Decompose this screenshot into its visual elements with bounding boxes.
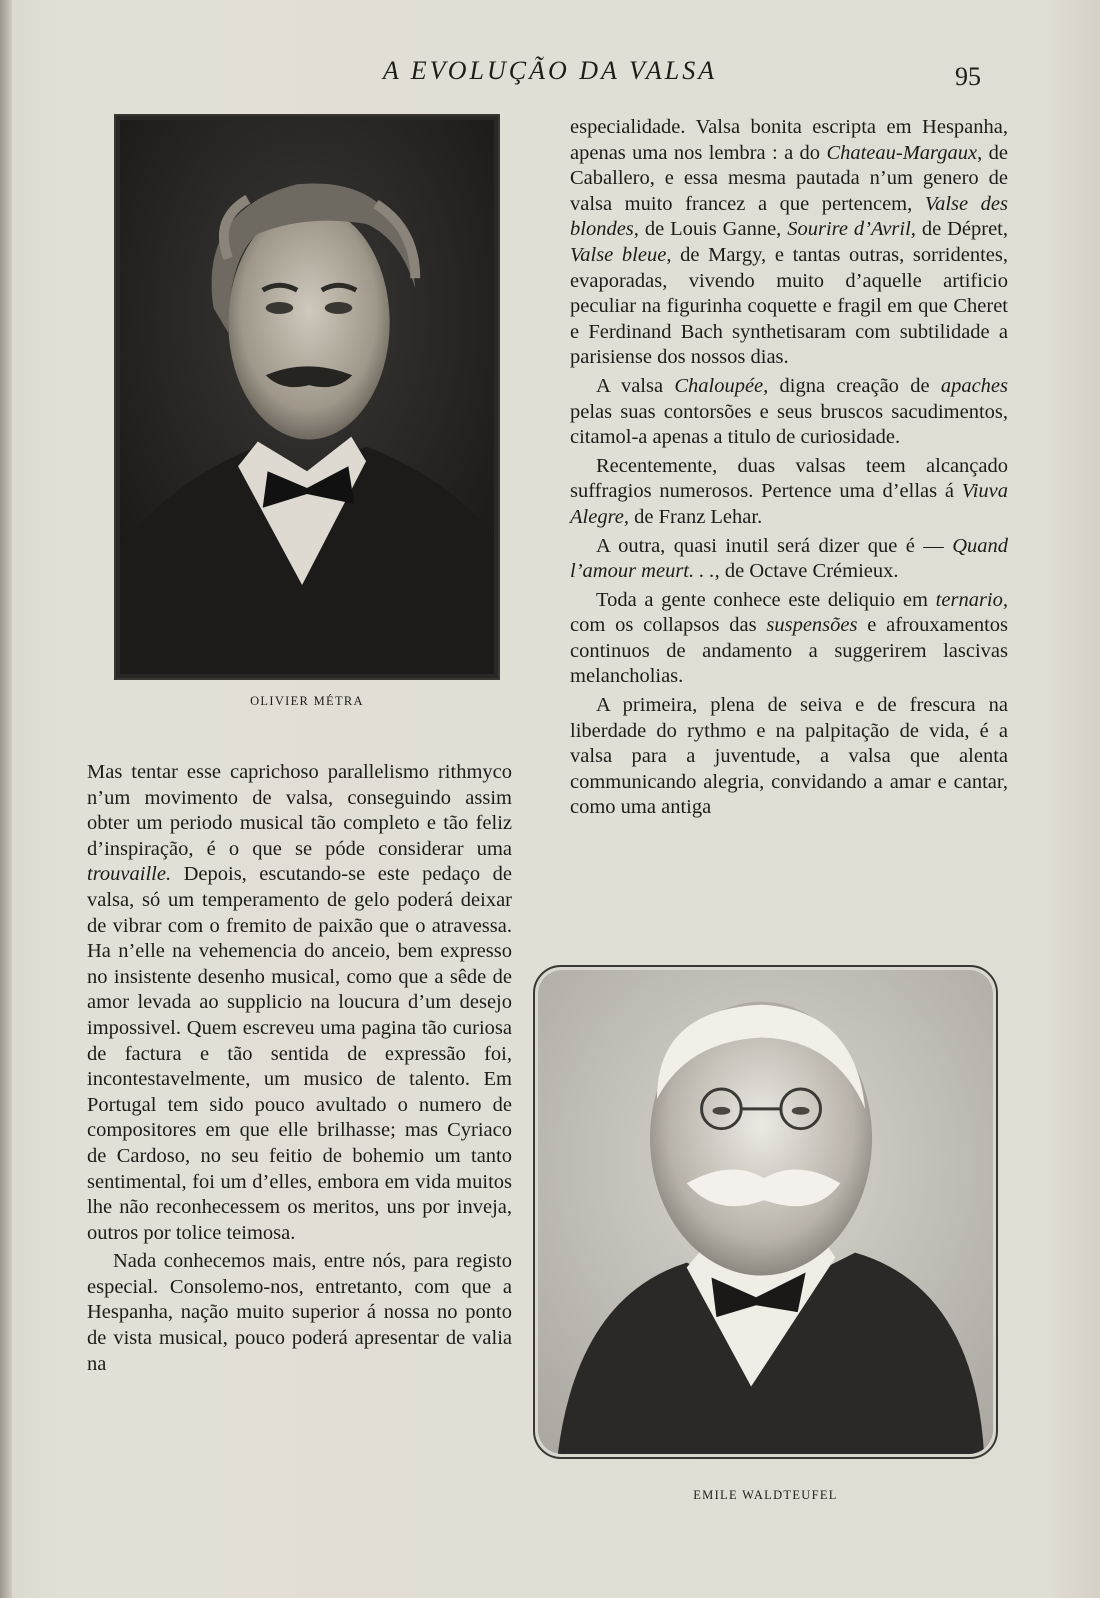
paragraph xyxy=(570,588,1008,690)
paragraph xyxy=(570,115,1008,371)
italic-text-segment: Chaloupée, xyxy=(674,374,769,397)
text-segment: Mas tentar esse caprichoso parallelismo rithmyco n’um movimento de valsa, conseguindo assim obter um periodo musical tão completo e tão feliz d’inspiração, é o que se póde considerar uma xyxy=(87,761,512,860)
text-segment: digna creação de xyxy=(768,374,941,397)
running-title: A EVOLUÇÃO DA VALSA xyxy=(382,56,718,85)
left-column-text xyxy=(87,760,512,1377)
italic-text-segment: Viuva Alegre, xyxy=(570,480,1008,528)
text-segment: de Louis Ganne, xyxy=(638,218,788,241)
paragraph xyxy=(87,760,512,1246)
text-segment: A valsa xyxy=(596,374,675,397)
text-segment: de Margy, e tantas outras, sorridentes, evaporadas, vivendo muito d’aquelle artificio peculiar na figurinha coquette e fragil em que Cheret e Ferdinand Bach synthetisaram com subtilidade a parisiense dos nossos dias. xyxy=(570,243,1009,369)
italic-text-segment: suspensões xyxy=(766,614,858,637)
paragraph xyxy=(570,693,1008,821)
text-segment: especialidade. Valsa bonita escripta em Hespanha, apenas uma nos lembra : a do xyxy=(570,116,1008,164)
text-segment: de Caballero, e essa mesma pautada n’um genero de valsa muito francez a que pertencem, xyxy=(570,141,1008,215)
italic-text-segment: Sourire d’Avril, xyxy=(787,218,916,241)
text-segment: , de Octave Crémieux. xyxy=(714,560,899,583)
italic-text-segment: Quand l’amour meurt. . . xyxy=(570,534,1008,583)
caption-emile-waldteufel: EMILE WALDTEUFEL xyxy=(693,1488,838,1502)
italic-text-segment: Valse des blondes, xyxy=(570,192,1008,241)
paragraph xyxy=(570,454,1008,531)
text-segment: A primeira, plena de seiva e de frescura na liberdade do rythmo e na palpitação de vida, é a valsa para a juventude, a valsa que alenta communicando alegria, convidando a amar e cantar, como uma antiga xyxy=(570,694,1008,819)
text-segment: Nada conhecemos mais, entre nós, para registo especial. Consolemo-nos, entretanto, com que a Hespanha, nação muito superior á nossa no ponto de vista musical, pouco poderá apresentar de valia na xyxy=(87,1250,512,1375)
text-segment: de Dépret, xyxy=(915,218,1009,241)
page-number: 95 xyxy=(955,62,981,91)
text-segment: e afrouxamentos continuos de andamento a suggerirem lascivas melancholias. xyxy=(570,614,1008,688)
italic-text-segment: ternario, xyxy=(935,588,1008,611)
portrait-emile-waldteufel xyxy=(533,965,998,1459)
text-segment: de Franz Lehar. xyxy=(629,505,763,528)
text-segment: com os collapsos das xyxy=(570,614,767,637)
italic-text-segment: Chateau-Margaux, xyxy=(826,141,983,164)
text-segment: Toda a gente conhece este deliquio em xyxy=(596,588,936,611)
paragraph xyxy=(570,374,1008,451)
paragraph xyxy=(87,1249,512,1377)
italic-text-segment: trouvaille. xyxy=(87,863,172,886)
right-column-text xyxy=(570,115,1008,821)
caption-olivier-metra: OLIVIER MÉTRA xyxy=(250,694,364,708)
portrait-olivier-metra xyxy=(114,114,500,680)
italic-text-segment: apaches xyxy=(940,374,1008,397)
italic-text-segment: Valse bleue, xyxy=(570,243,672,266)
book-spine-shadow xyxy=(0,0,12,1598)
text-segment: Depois, escutando-se este pedaço de valsa, só um temperamento de gelo poderá deixar de vibrar com o fremito de paixão que o atravessa. Ha n’elle na vehemencia do anceio, bem expresso no insistente desenho musical, como que a sêde de amor levada ao supplicio na loucura d’um desejo impossivel. Quem escreveu uma pagina tão curiosa de factura e tão sentida de expressão foi, incontestavelmente, um musico de talento. Em Portugal tem sido pouco avultado o numero de compositores em que elle brilhasse; mas Cyriaco de Cardoso, no seu feitio de bohemio um tanto sentimental, foi um d’elles, embora em vida muitos lhe não reconhecessem os meritos, uns por inveja, outros por tolice teimosa. xyxy=(87,863,512,1244)
text-segment: Recentemente, duas valsas teem alcançado suffragios numerosos. Pertence uma d’ellas á xyxy=(570,454,1008,503)
paragraph xyxy=(570,534,1008,585)
text-segment: pelas suas contorsões e seus bruscos sacudimentos, citamol-a apenas a titulo de curiosidade. xyxy=(570,400,1008,449)
portrait-illustration xyxy=(538,970,993,1454)
text-segment: A outra, quasi inutil será dizer que é — xyxy=(596,534,953,557)
portrait-illustration xyxy=(120,120,494,674)
